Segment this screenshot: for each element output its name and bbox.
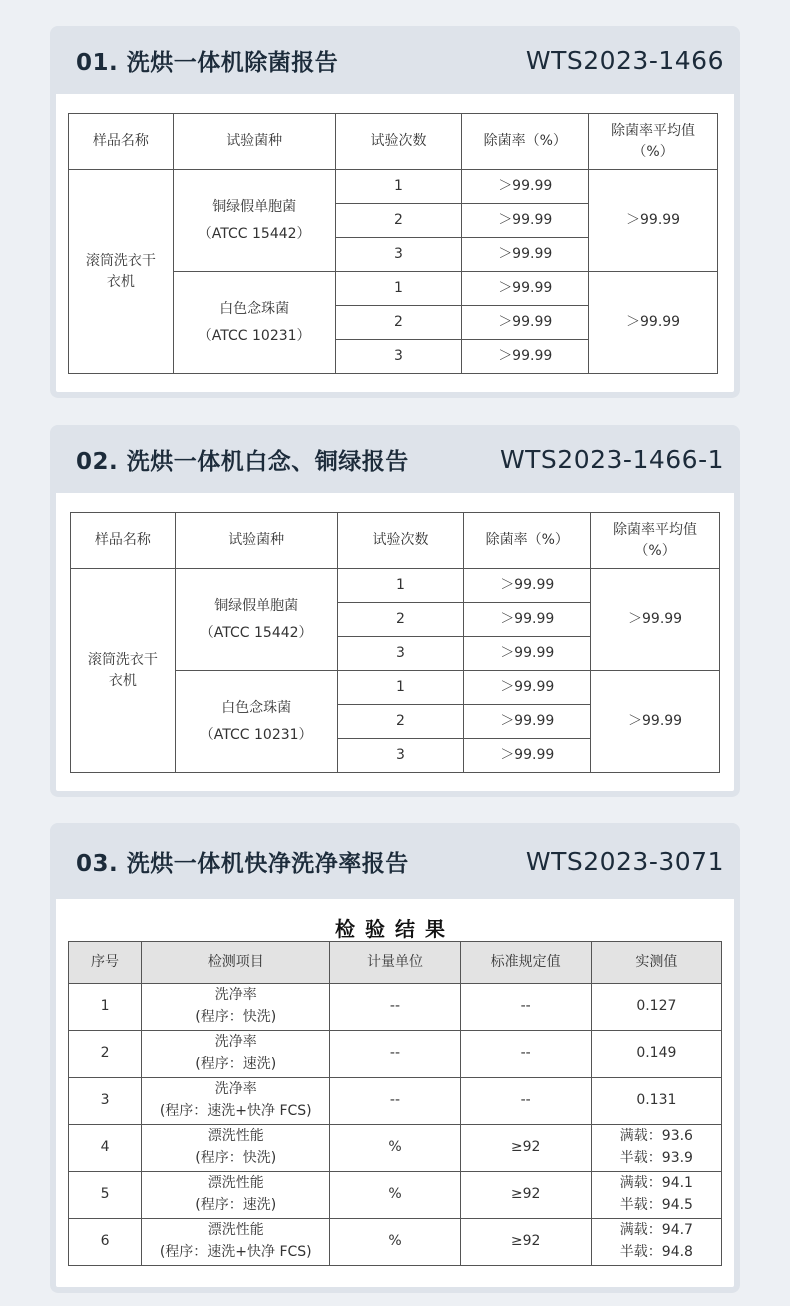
strain-name: 白色念珠菌 [219,300,290,317]
row-index: 3 [69,1078,142,1125]
run-number: 3 [335,340,462,374]
strain-cell [175,569,337,671]
row-index: 1 [69,984,142,1031]
row-index: 6 [69,1219,142,1266]
run-number: 2 [335,306,462,340]
strain-cell [175,671,337,773]
table-row [69,1219,722,1266]
test-item [142,984,330,1031]
report-header [50,26,740,94]
standard-value: -- [460,984,591,1031]
header-unit: 计量单位 [330,942,460,984]
standard-value: ≥92 [460,1125,591,1172]
unit-value: % [330,1172,460,1219]
measured-value: 0.131 [591,1078,721,1125]
test-item-program: (程序：速洗+快净 FCS) [159,1103,312,1119]
rate-value: ＞99.99 [464,705,591,739]
run-number: 3 [337,637,464,671]
table-row [69,1125,722,1172]
header-runs: 试验次数 [335,114,462,170]
standard-value: ≥92 [460,1172,591,1219]
standard-value: -- [460,1078,591,1125]
sample-name-line2: 衣机 [108,672,137,689]
table-header-row [69,942,722,984]
unit-value: -- [330,1031,460,1078]
sample-name [69,170,174,374]
report-card-2 [50,425,740,797]
rate-value: ＞99.99 [462,170,589,204]
half-load-value: 半载：94.8 [619,1244,693,1260]
strain-name: 铜绿假单胞菌 [214,597,299,614]
strain-atcc: （ATCC 15442） [199,624,313,641]
unit-value: -- [330,984,460,1031]
rate-value: ＞99.99 [464,671,591,705]
report-code: WTS2023-1466 [525,45,724,75]
measured-value [591,1219,721,1266]
average-value: ＞99.99 [589,170,718,272]
test-item [142,1219,330,1266]
sample-name-line1: 滚筒洗衣干 [87,651,158,668]
measured-value: 0.149 [591,1031,721,1078]
table-row [69,1172,722,1219]
header-average [589,114,718,170]
strain-cell [173,170,335,272]
strain-name: 白色念珠菌 [221,699,292,716]
half-load-value: 半载：94.5 [619,1197,693,1213]
report-code: WTS2023-1466-1 [499,444,724,474]
table-row [69,1031,722,1078]
header-average-line2: （%） [634,542,676,559]
table-row [69,984,722,1031]
full-load-value: 满载：94.1 [619,1175,693,1192]
run-number: 2 [337,705,464,739]
table-header-row [69,114,718,170]
report-title: 03. 洗烘一体机快净洗净率报告 [76,850,409,877]
full-load-value: 满载：94.7 [619,1222,693,1239]
test-item [142,1031,330,1078]
test-item-program: (程序：快洗) [195,1009,277,1025]
header-strain: 试验菌种 [175,513,337,569]
run-number: 1 [335,272,462,306]
average-value: ＞99.99 [591,569,720,671]
run-number: 3 [337,739,464,773]
report-code: WTS2023-3071 [525,846,724,876]
test-item-name: 漂洗性能 [207,1128,264,1145]
sterilization-table [70,512,720,773]
rate-value: ＞99.99 [462,340,589,374]
sterilization-table [68,113,718,374]
sample-name-line1: 滚筒洗衣干 [85,252,156,269]
header-average [591,513,720,569]
header-average-line2: （%） [632,143,674,160]
rate-value: ＞99.99 [462,272,589,306]
report-header [50,425,740,493]
standard-value: -- [460,1031,591,1078]
test-item [142,1078,330,1125]
header-average-line1: 除菌率平均值 [613,521,698,538]
test-item-program: (程序：速洗) [195,1056,277,1072]
test-item-program: (程序：速洗+快净 FCS) [159,1244,312,1260]
table-row [69,170,718,204]
header-sample: 样品名称 [71,513,176,569]
row-index: 5 [69,1172,142,1219]
run-number: 3 [335,238,462,272]
run-number: 2 [337,603,464,637]
strain-atcc: （ATCC 15442） [197,225,311,242]
header-index: 序号 [69,942,142,984]
header-standard: 标准规定值 [460,942,591,984]
report-title: 02. 洗烘一体机白念、铜绿报告 [76,448,409,475]
report-header [50,823,740,899]
header-strain: 试验菌种 [173,114,335,170]
wash-rate-table [68,941,722,1266]
report-title: 01. 洗烘一体机除菌报告 [76,49,339,76]
table-row [71,569,720,603]
average-value: ＞99.99 [589,272,718,374]
test-item [142,1125,330,1172]
strain-name: 铜绿假单胞菌 [212,198,297,215]
run-number: 1 [337,569,464,603]
header-rate: 除菌率（%） [462,114,589,170]
header-sample: 样品名称 [69,114,174,170]
header-runs: 试验次数 [337,513,464,569]
table-row [69,1078,722,1125]
unit-value: % [330,1219,460,1266]
row-index: 4 [69,1125,142,1172]
row-index: 2 [69,1031,142,1078]
half-load-value: 半载：93.9 [619,1150,693,1166]
measured-value [591,1172,721,1219]
rate-value: ＞99.99 [462,306,589,340]
standard-value: ≥92 [460,1219,591,1266]
rate-value: ＞99.99 [464,637,591,671]
header-measured: 实测值 [591,942,721,984]
strain-atcc: （ATCC 10231） [197,327,311,344]
test-item-name: 洗净率 [214,1034,257,1051]
result-title: 检验结果 [335,917,455,941]
unit-value: -- [330,1078,460,1125]
run-number: 1 [335,170,462,204]
table-header-row [71,513,720,569]
header-average-line1: 除菌率平均值 [611,122,696,139]
unit-value: % [330,1125,460,1172]
test-item-name: 漂洗性能 [207,1222,264,1239]
measured-value: 0.127 [591,984,721,1031]
test-item-name: 洗净率 [214,987,257,1004]
test-item [142,1172,330,1219]
test-item-program: (程序：快洗) [195,1150,277,1166]
measured-value [591,1125,721,1172]
strain-atcc: （ATCC 10231） [199,726,313,743]
report-card-3 [50,823,740,1293]
rate-value: ＞99.99 [464,739,591,773]
run-number: 1 [337,671,464,705]
sample-name-line2: 衣机 [106,273,135,290]
run-number: 2 [335,204,462,238]
header-item: 检测项目 [142,942,330,984]
rate-value: ＞99.99 [464,569,591,603]
average-value: ＞99.99 [591,671,720,773]
full-load-value: 满载：93.6 [619,1128,693,1145]
test-item-name: 漂洗性能 [207,1175,264,1192]
rate-value: ＞99.99 [462,204,589,238]
rate-value: ＞99.99 [464,603,591,637]
test-item-name: 洗净率 [214,1081,257,1098]
report-card-1 [50,26,740,398]
sample-name [71,569,176,773]
test-item-program: (程序：速洗) [195,1197,277,1213]
rate-value: ＞99.99 [462,238,589,272]
header-rate: 除菌率（%） [464,513,591,569]
strain-cell [173,272,335,374]
